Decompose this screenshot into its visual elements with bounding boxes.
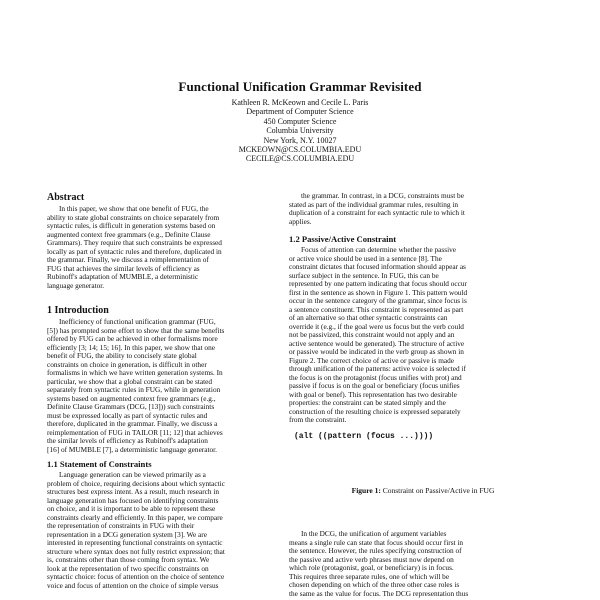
abstract-heading: Abstract (47, 192, 85, 203)
text-line: This requires three separate rules, one of which will be (289, 572, 450, 581)
text-line: locally as part of syntactic rules and therefore, duplicated in (47, 247, 222, 256)
text-line: efficiently [3; 14; 15; 16]. In this paper, we show that one (47, 343, 215, 352)
statement-of-constraints-body (47, 471, 315, 590)
introduction-heading: 1 Introduction (47, 305, 109, 316)
text-line: applies. (289, 217, 312, 226)
text-line: systems based on augmented context free grammars (e.g., (47, 394, 216, 403)
text-line: syntactic rules, is difficult in generation systems based on (47, 222, 216, 230)
text-line: voice and focus of attention on the choice of simple versus (47, 581, 219, 590)
text-line: language generator. (47, 281, 105, 290)
text-line: the same as the value for focus. The DCG representation thus (289, 589, 469, 598)
text-line: In the DCG, the unification of argument variables (301, 530, 447, 538)
paper-title: Functional Unification Grammar Revisited (178, 79, 422, 94)
text-line: the representation of constraints in FUG with their (47, 522, 195, 530)
introduction-body (47, 318, 315, 454)
text-line: the focus is on the protagonist (focus unifies with prot) and (289, 373, 462, 382)
figure-1-label: Figure 1: (351, 486, 381, 495)
text-line: formalisms in which we have written generation systems. In (47, 369, 223, 377)
text-line: or passive would be indicated in the verb group as shown in (289, 348, 464, 356)
text-line: Grammars). They require that such constraints be expressed (47, 239, 222, 247)
text-line: represented by one pattern indicating that focus should occur (289, 280, 467, 288)
text-line: a sentence constituent. This constraint is represented as part (289, 305, 464, 314)
text-line: look at the representation of two specific constraints on (47, 564, 209, 573)
text-line: FUG that achieves the similar levels of efficiency as (47, 264, 200, 273)
text-line: syntactic choice: focus of attention on the choice of sentence (47, 573, 225, 581)
text-line: which role (protagonist, goal, or beneficiary) is in focus. (289, 564, 454, 572)
text-line: duplication of a constraint for each syntactic rule to which it (289, 209, 465, 217)
author-line: New York, N.Y. 10027 (263, 135, 337, 145)
abstract-body (47, 205, 315, 290)
text-line: the similar levels of efficiency as Rubinoff's adaptation (47, 437, 208, 445)
text-line: Focus of attention can determine whether the passive (301, 246, 457, 254)
right-column (289, 192, 557, 425)
passive-active-heading: 1.2 Passive/Active Constraint (289, 234, 397, 244)
text-line: Definite Clause Grammars (DCG, [13])) such constraints (47, 403, 215, 411)
author-email: CECILE@CS.COLUMBIA.EDU (245, 154, 355, 164)
text-line: reimplementation of FUG in TAILOR [11; 12] that achieves (47, 428, 223, 437)
text-line: Inefficiency of functional unification grammar (FUG, (59, 318, 216, 326)
author-line: Department of Computer Science (246, 107, 354, 117)
text-line: stated as part of the individual grammar rules, resulting in (289, 200, 459, 209)
text-line: surface subject in the sentence. In FUG, this can be (289, 271, 439, 280)
text-line: properties: the constraint can be stated simply and the (289, 399, 446, 407)
text-line: the grammar. In contrast, in a DCG, constraints must be (301, 192, 464, 200)
text-line: is, constraints other than those coming from syntax. We (47, 556, 210, 564)
figure-1-code: (alt ((pattern (focus ...)))) (294, 432, 434, 441)
text-line: augmented context free grammars (e.g., Definite Clause (47, 230, 211, 239)
text-line: means a single rule can state that focus should occur first in (289, 538, 464, 547)
author-email: MCKEOWN@CS.COLUMBIA.EDU (238, 145, 362, 155)
text-line: constraints on choice in generation, is difficult in other (47, 360, 207, 369)
text-line: chosen depending on which of the three other case roles is (289, 581, 460, 589)
text-line: Language generation can be viewed primarily as a (59, 471, 206, 479)
author-line: 450 Computer Science (263, 116, 337, 126)
text-line: language generation has focused on identifying constraints (47, 496, 219, 505)
text-line: constraint dictates that focused information should appear as (289, 263, 466, 271)
text-line: therefore, duplicated in the grammar. Finally, we discuss a (47, 420, 218, 428)
text-line: passive if focus is on the goal or beneficiary (focus unifies (289, 382, 460, 390)
left-column (47, 192, 315, 590)
text-line: Rubinoff's adaptation of MUMBLE, a deterministic (47, 273, 199, 281)
text-line: first in the sentence as shown in Figure 1. This pattern would (289, 288, 468, 297)
author-block (0, 98, 600, 164)
figure-1-caption (289, 486, 557, 495)
text-line: representation in a DCG generation system [3]. We are (47, 530, 207, 539)
text-line: benefit of FUG, the ability to concisely state global (47, 352, 197, 360)
text-line: constraints clearly and efficiently. In this paper, we compare (47, 513, 223, 522)
text-line: must be expressed locally as part of syntactic rules and (47, 411, 208, 420)
text-line: override it (e.g., if the goal were us focus but the verb could (289, 322, 464, 331)
text-line: structure where syntax does not fully restrict expression; that (47, 547, 225, 556)
text-line: [16] of MUMBLE [7], a deterministic language generator. (47, 445, 218, 454)
figure-1-caption-text: Constraint on Passive/Active in FUG (382, 486, 495, 495)
text-line: offered by FUG can be achieved in other formalisms more (47, 335, 218, 343)
right-column-bottom (289, 530, 557, 598)
text-line: active sentence would be generated). The structure of active (289, 339, 465, 348)
author-line: Kathleen R. McKeown and Cecile L. Paris (231, 98, 369, 107)
text-line: of an alternative so that other syntactic constraints can (289, 314, 448, 322)
text-line: the passive and active verb phrases must now depend on (289, 555, 454, 564)
text-line: particular, we show that a global constraint can be stated (47, 377, 213, 386)
text-line: through unification of the patterns: active voice is selected if (289, 365, 466, 373)
right-column-continuation (289, 192, 557, 226)
text-line: In this paper, we show that one benefit of FUG, the (59, 205, 209, 213)
text-line: [5]) has prompted some effort to show that the same benefits (47, 326, 225, 335)
text-line: construction of the resulting choice is expressed separately (289, 407, 461, 416)
text-line: from the constraint. (289, 416, 347, 424)
text-line: Figure 2. The correct choice of active or passive is made (289, 356, 454, 365)
statement-of-constraints-heading: 1.1 Statement of Constraints (47, 459, 152, 469)
dcg-discussion-body (289, 530, 557, 598)
passive-active-body (289, 246, 557, 425)
text-line: structures best express intent. As a result, much research in (47, 488, 220, 496)
text-line: the sentence. However, the rules specifying construction of (289, 547, 462, 555)
text-line: not be passivized, this constraint would not apply and an (289, 331, 455, 339)
text-line: separately from syntactic rules in FUG, while in generation (47, 386, 221, 394)
text-line: on choice, and it is important to be able to represent these (47, 505, 216, 513)
text-line: with goal or benef). This representation has two desirable (289, 390, 457, 399)
text-line: occur in the sentence category of the grammar, since focus is (289, 297, 467, 305)
text-line: interested in representing functional constraints on syntactic (47, 539, 223, 547)
text-line: the grammar. Finally, we discuss a reimplementation of (47, 256, 209, 264)
text-line: problem of choice, requiring decisions about which syntactic (47, 479, 225, 488)
text-line: ability to state global constraints on choice separately from (47, 213, 220, 222)
author-line: Columbia University (266, 126, 334, 136)
text-line: or active voice should be used in a sentence [8]. The (289, 254, 442, 263)
